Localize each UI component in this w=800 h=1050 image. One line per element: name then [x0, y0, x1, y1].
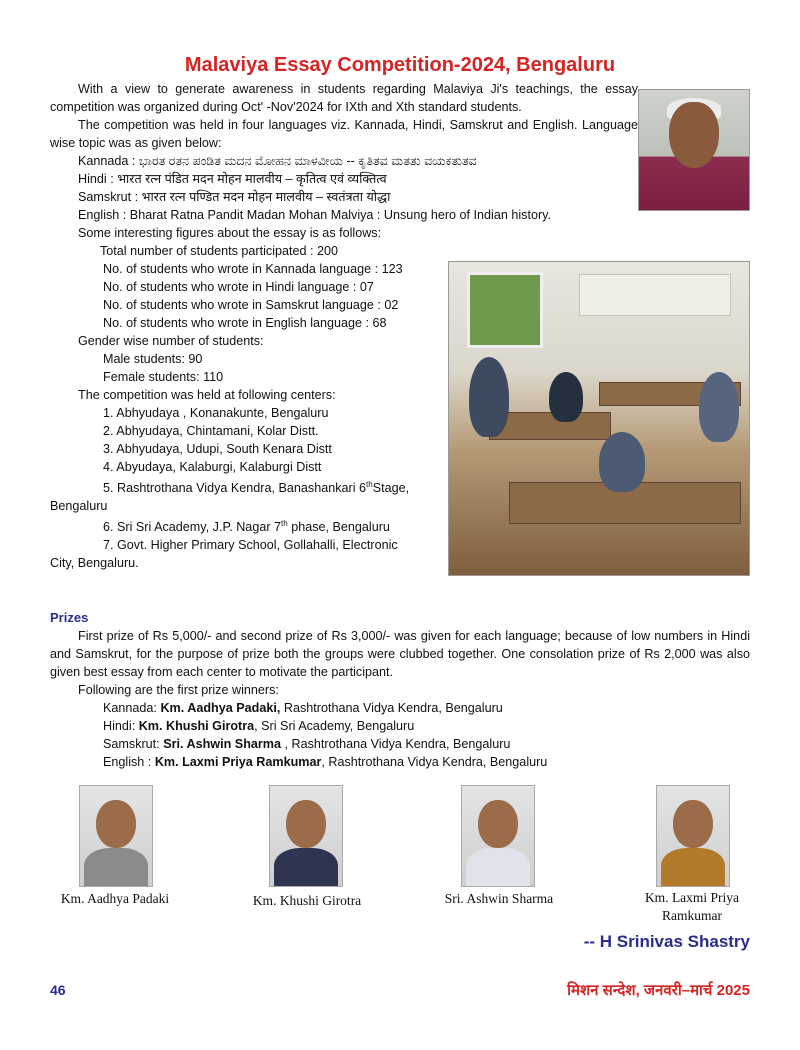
center-7: 7. Govt. Higher Primary School, Gollahalli, Electronic	[103, 538, 398, 553]
winner-hindi-name: Km. Khushi Girotra	[138, 719, 255, 733]
center-5-text-end: Stage,	[372, 481, 410, 496]
winner-kannada-rest: Rashtrothana Vidya Kendra, Bengaluru	[280, 701, 503, 715]
winner-english-name: Km. Laxmi Priya Ramkumar	[154, 755, 322, 769]
winner-english-label: English :	[103, 755, 155, 769]
prizes-section	[50, 627, 750, 771]
winner-photo-ashwin	[461, 785, 535, 887]
center-5-text: 5. Rashtrothana Vidya Kendra, Banashankari 6	[103, 481, 367, 496]
topic-kannada: Kannada : ಭಾರತ ರತನ ಪಂಡಿತ ಮದನ ಮೋಹನ ಮಾಳವೀಯ -- ಕೃತಿತವ ಮತತು ವಯಕತುತವ	[78, 154, 477, 168]
caption-ashwin: Sri. Ashwin Sharma	[444, 891, 554, 906]
center-6-suffix: th	[281, 519, 288, 529]
caption-laxmi-line1: Km. Laxmi Priya	[644, 890, 740, 905]
figures-intro: Some interesting figures about the essay is as follows:	[78, 226, 382, 240]
winner-samskrut	[50, 735, 750, 753]
caption-laxmi-line2: Ramkumar	[662, 908, 722, 923]
winner-samskrut-name: Sri. Ashwin Sharma	[163, 737, 281, 751]
center-6-text: 6. Sri Sri Academy, J.P. Nagar 7	[103, 520, 282, 535]
winner-photo-body	[274, 848, 338, 887]
winner-kannada-name: Km. Aadhya Padaki,	[160, 701, 281, 715]
gender-intro: Gender wise number of students:	[78, 334, 264, 348]
center-6-text-end: phase, Bengaluru	[287, 520, 390, 535]
figure-english: No. of students who wrote in English language : 68	[103, 316, 387, 330]
magazine-footer: मिशन सन्देश, जनवरी–मार्च 2025	[567, 982, 750, 999]
caption-khushi: Km. Khushi Girotra	[252, 893, 362, 908]
gender-female: Female students: 110	[103, 370, 224, 384]
winner-photo-body	[84, 848, 148, 887]
center-5-suffix: th	[366, 480, 373, 489]
figure-samskrut: No. of students who wrote in Samskrut language : 02	[103, 298, 399, 312]
winner-photo-head	[96, 800, 136, 848]
author-portrait-photo	[638, 89, 750, 211]
topic-hindi: Hindi : भारत रत्न पंडित मदन मोहन मालवीय – कृतित्व एवं व्यक्तित्व	[78, 172, 387, 186]
center-5	[50, 476, 638, 497]
languages-paragraph: The competition was held in four languages viz. Kannada, Hindi, Samskrut and English. Language wise topic was as given below:	[50, 118, 638, 150]
winner-hindi	[50, 717, 750, 735]
winner-hindi-rest: , Sri Sri Academy, Bengaluru	[254, 719, 415, 733]
center-6	[50, 515, 638, 536]
centers-intro: The competition was held at following centers:	[78, 388, 336, 402]
center-3: 3. Abhyudaya, Udupi, South Kenara Distt	[103, 442, 332, 456]
topic-samskrut: Samskrut : भारत रत्न पण्डित मदन मोहन मालवीय – स्वतंत्रता योद्धा	[78, 190, 391, 204]
article-body	[50, 80, 638, 572]
winner-photo-body	[661, 848, 725, 887]
winner-samskrut-label: Samskrut:	[103, 737, 164, 751]
winner-english-rest: , Rashtrothana Vidya Kendra, Bengaluru	[321, 755, 548, 769]
winners-intro: Following are the first prize winners:	[78, 683, 279, 697]
portrait-face	[669, 102, 719, 168]
winner-samskrut-rest: , Rashtrothana Vidya Kendra, Bengaluru	[281, 737, 511, 751]
figure-kannada: No. of students who wrote in Kannada language : 123	[103, 262, 403, 276]
winner-photo-head	[478, 800, 518, 848]
winner-english	[50, 753, 750, 771]
figure-total: Total number of students participated : 200	[100, 244, 339, 258]
winner-photo-head	[286, 800, 326, 848]
caption-laxmi	[617, 889, 767, 925]
topic-english: English : Bharat Ratna Pandit Madan Mohan Malviya : Unsung hero of Indian history.	[78, 208, 551, 222]
center-5-wrap: Bengaluru	[50, 499, 108, 514]
student-figure	[699, 372, 739, 442]
winner-photo-body	[466, 848, 530, 887]
winner-photo-aadhya	[79, 785, 153, 887]
center-4: 4. Abyudaya, Kalaburgi, Kalaburgi Distt	[103, 460, 322, 474]
prizes-paragraph: First prize of Rs 5,000/- and second prize of Rs 3,000/- was given for each language; because of low numbers in Hindi and Samskrut, for the purpose of prize both the groups were clubbed together. One consolation prize of Rs 2,000 was also given best essay from each center to motivate the participant.	[50, 629, 750, 679]
gender-male: Male students: 90	[103, 352, 203, 366]
figure-hindi: No. of students who wrote in Hindi language : 07	[103, 280, 374, 294]
winner-hindi-label: Hindi:	[103, 719, 139, 733]
intro-paragraph: With a view to generate awareness in students regarding Malaviya Ji's teachings, the essay competition was organized during Oct' -Nov'2024 for IXth and Xth standard students.	[50, 82, 638, 114]
winner-kannada-label: Kannada:	[103, 701, 161, 715]
winner-photo-khushi	[269, 785, 343, 887]
center-7-wrap: City, Bengaluru.	[50, 556, 139, 571]
center-2: 2. Abhyudaya, Chintamani, Kolar Distt.	[103, 424, 319, 438]
caption-aadhya: Km. Aadhya Padaki	[60, 891, 170, 906]
winner-photo-head	[673, 800, 713, 848]
center-1: 1. Abhyudaya , Konanakunte, Bengaluru	[103, 406, 329, 420]
page-number: 46	[50, 982, 66, 998]
winner-kannada	[50, 699, 750, 717]
prizes-heading: Prizes	[50, 610, 89, 625]
article-title: Malaviya Essay Competition-2024, Bengaluru	[184, 54, 616, 76]
article-author: -- H Srinivas Shastry	[583, 932, 750, 951]
winner-photo-laxmi	[656, 785, 730, 887]
